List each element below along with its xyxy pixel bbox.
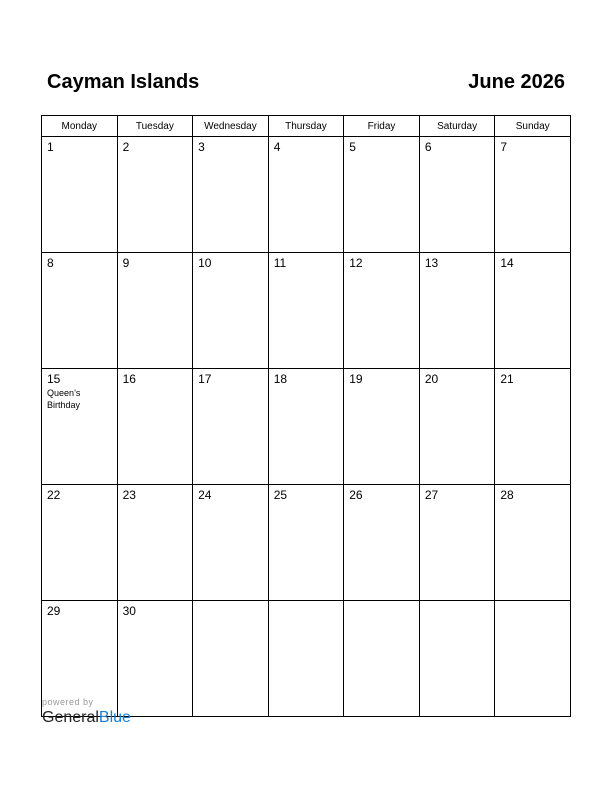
day-cell bbox=[268, 253, 344, 369]
weekday-header: Sunday bbox=[495, 116, 571, 137]
day-number: 5 bbox=[349, 140, 356, 154]
day-number: 1 bbox=[47, 140, 54, 154]
day-cell bbox=[344, 485, 420, 601]
day-cell bbox=[419, 485, 495, 601]
day-number: 12 bbox=[349, 256, 363, 270]
day-number: 21 bbox=[500, 372, 514, 386]
day-number: 14 bbox=[500, 256, 514, 270]
brand-name-general: General bbox=[42, 709, 99, 726]
day-cell bbox=[193, 369, 269, 485]
day-cell bbox=[268, 137, 344, 253]
day-number: 29 bbox=[47, 604, 61, 618]
day-cell bbox=[117, 137, 193, 253]
day-cell bbox=[42, 369, 118, 485]
day-number: 15 bbox=[47, 372, 61, 386]
weekday-header: Wednesday bbox=[193, 116, 269, 137]
day-number: 13 bbox=[424, 256, 439, 270]
holiday-label: Queen’s Birthday bbox=[47, 388, 81, 410]
day-number: 30 bbox=[122, 604, 136, 618]
calendar-grid bbox=[41, 115, 571, 717]
day-cell bbox=[495, 253, 571, 369]
day-number: 3 bbox=[198, 140, 205, 154]
day-number: 16 bbox=[122, 372, 136, 386]
day-number: 10 bbox=[198, 256, 212, 270]
day-cell bbox=[419, 253, 495, 369]
calendar-month-title: June 2026 bbox=[468, 71, 565, 93]
empty-day-cell bbox=[419, 601, 495, 717]
day-number: 8 bbox=[47, 256, 54, 270]
calendar-country-title: Cayman Islands bbox=[47, 71, 200, 93]
day-cell bbox=[193, 137, 269, 253]
day-cell bbox=[344, 137, 420, 253]
day-cell bbox=[117, 253, 193, 369]
day-cell bbox=[419, 137, 495, 253]
day-number: 22 bbox=[47, 488, 61, 502]
week-row bbox=[42, 369, 571, 485]
empty-day-cell bbox=[495, 601, 571, 717]
empty-day-cell bbox=[344, 601, 420, 717]
week-row bbox=[42, 253, 571, 369]
day-number: 23 bbox=[122, 488, 136, 502]
week-row bbox=[42, 137, 571, 253]
empty-day-cell bbox=[268, 601, 344, 717]
day-number: 28 bbox=[500, 488, 514, 502]
day-number: 9 bbox=[122, 256, 130, 270]
day-number: 7 bbox=[500, 140, 508, 154]
day-cell bbox=[344, 369, 420, 485]
day-cell bbox=[42, 137, 118, 253]
powered-by-label: powered by bbox=[42, 697, 94, 707]
day-cell bbox=[268, 485, 344, 601]
weekday-header: Tuesday bbox=[117, 116, 193, 137]
day-number: 26 bbox=[349, 488, 363, 502]
weekday-header: Monday bbox=[42, 116, 118, 137]
day-number: 18 bbox=[273, 372, 288, 386]
weekday-header: Saturday bbox=[419, 116, 495, 137]
day-number: 24 bbox=[198, 488, 212, 502]
day-cell bbox=[117, 369, 193, 485]
day-number: 4 bbox=[273, 140, 281, 154]
day-number: 17 bbox=[198, 372, 212, 386]
brand-logo[interactable] bbox=[42, 708, 131, 728]
day-cell bbox=[42, 253, 118, 369]
day-number: 20 bbox=[424, 372, 439, 386]
day-cell bbox=[344, 253, 420, 369]
brand-name-blue: Blue bbox=[98, 709, 131, 726]
day-cell bbox=[42, 485, 118, 601]
day-cell bbox=[117, 485, 193, 601]
footer-branding bbox=[42, 697, 131, 728]
day-cell bbox=[495, 485, 571, 601]
day-number: 19 bbox=[349, 372, 363, 386]
day-cell bbox=[268, 369, 344, 485]
weekday-header: Thursday bbox=[268, 116, 344, 137]
day-number: 11 bbox=[273, 256, 287, 270]
day-number: 25 bbox=[273, 488, 288, 502]
week-row bbox=[42, 485, 571, 601]
day-cell bbox=[193, 253, 269, 369]
day-number: 27 bbox=[424, 488, 439, 502]
day-cell bbox=[495, 137, 571, 253]
day-cell bbox=[495, 369, 571, 485]
day-number: 2 bbox=[122, 140, 130, 154]
empty-day-cell bbox=[193, 601, 269, 717]
weekday-header-row bbox=[42, 116, 571, 137]
weekday-header: Friday bbox=[344, 116, 420, 137]
day-cell bbox=[193, 485, 269, 601]
day-number: 6 bbox=[424, 140, 432, 154]
day-cell bbox=[419, 369, 495, 485]
